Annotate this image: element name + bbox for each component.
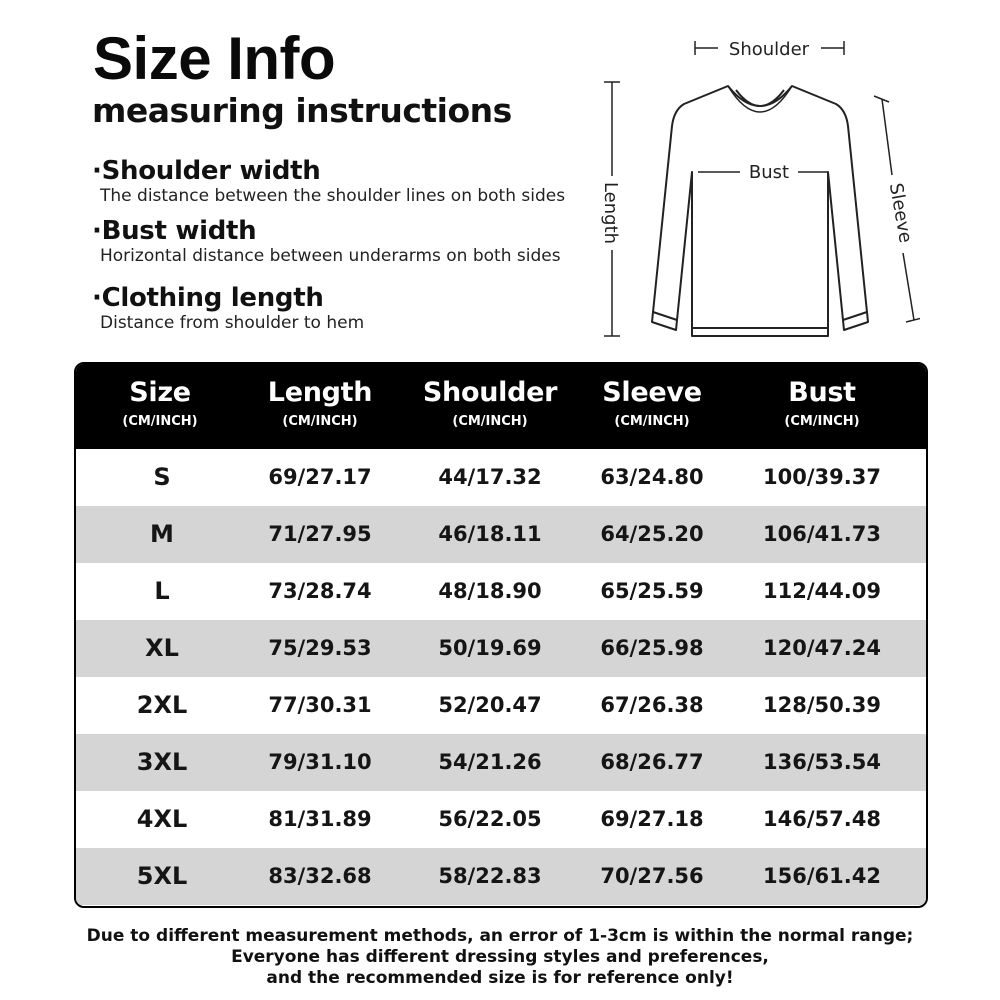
length-cell: 75/29.53 xyxy=(268,636,372,660)
table-row xyxy=(76,734,926,791)
header-shoulder xyxy=(423,364,557,449)
page-title: Size Info xyxy=(93,25,336,92)
page-subtitle: measuring instructions xyxy=(92,91,512,130)
bust-cell: 136/53.54 xyxy=(763,750,881,774)
sleeve-cell: 65/25.59 xyxy=(600,579,704,603)
instruction-shoulder xyxy=(92,156,565,206)
disclaimer-line: Due to different measurement methods, an error of 1-3cm is within the normal range; xyxy=(86,926,914,946)
bust-cell: 128/50.39 xyxy=(763,693,881,717)
header-length xyxy=(268,364,372,449)
size-cell: 2XL xyxy=(136,691,188,719)
bust-cell: 112/44.09 xyxy=(763,579,881,603)
table-row xyxy=(76,791,926,848)
shirt-outline xyxy=(652,86,868,336)
header-sleeve xyxy=(602,364,701,449)
header-unit: (CM/INCH) xyxy=(452,414,528,429)
header-unit: (CM/INCH) xyxy=(614,414,690,429)
header-size xyxy=(122,364,197,449)
length-cell: 73/28.74 xyxy=(268,579,372,603)
sleeve-cell: 63/24.80 xyxy=(600,465,704,489)
table-row xyxy=(76,848,926,905)
instruction-bust xyxy=(92,216,561,266)
length-label: Length xyxy=(600,181,621,245)
length-cell: 81/31.89 xyxy=(268,807,372,831)
header-bust xyxy=(784,364,859,449)
table-row xyxy=(76,677,926,734)
shoulder-label: Shoulder xyxy=(728,39,810,60)
shoulder-cell: 54/21.26 xyxy=(438,750,542,774)
shoulder-cell: 58/22.83 xyxy=(438,864,542,888)
shoulder-cell: 52/20.47 xyxy=(438,693,542,717)
bust-cell: 100/39.37 xyxy=(763,465,881,489)
sleeve-cell: 68/26.77 xyxy=(600,750,704,774)
bust-cell: 156/61.42 xyxy=(763,864,881,888)
header-label: Sleeve xyxy=(602,377,702,408)
instruction-description: Distance from shoulder to hem xyxy=(100,313,365,333)
shoulder-cell: 44/17.32 xyxy=(438,465,542,489)
bust-cell: 146/57.48 xyxy=(763,807,881,831)
length-cell: 79/31.10 xyxy=(268,750,372,774)
size-cell: 5XL xyxy=(136,862,188,890)
bust-cell: 120/47.24 xyxy=(763,636,881,660)
header-label: Shoulder xyxy=(422,377,558,408)
shoulder-cell: 50/19.69 xyxy=(438,636,542,660)
disclaimer-line: and the recommended size is for reference only! xyxy=(266,968,734,988)
instruction-description: Horizontal distance between underarms on both sides xyxy=(100,246,561,266)
shoulder-cell: 46/18.11 xyxy=(438,522,542,546)
instruction-description: The distance between the shoulder lines on both sides xyxy=(100,186,566,206)
shirt-diagram-icon xyxy=(590,30,920,350)
instruction-length xyxy=(92,283,364,333)
table-row xyxy=(76,449,926,506)
size-cell: L xyxy=(154,577,170,605)
disclaimer-line: Everyone has different dressing styles and preferences, xyxy=(231,947,769,967)
size-cell: XL xyxy=(145,634,179,662)
header-label: Length xyxy=(267,377,373,408)
length-cell: 77/30.31 xyxy=(268,693,372,717)
shirt-collar xyxy=(736,90,784,106)
header-label: Bust xyxy=(788,377,856,408)
instruction-heading: ·Clothing length xyxy=(92,283,324,313)
header-unit: (CM/INCH) xyxy=(282,414,358,429)
sleeve-label: Sleeve xyxy=(884,181,916,245)
sleeve-cell: 70/27.56 xyxy=(600,864,704,888)
bust-cell: 106/41.73 xyxy=(763,522,881,546)
sleeve-cell: 69/27.18 xyxy=(600,807,704,831)
size-cell: 3XL xyxy=(136,748,188,776)
sleeve-cell: 66/25.98 xyxy=(600,636,704,660)
table-row xyxy=(76,506,926,563)
length-cell: 83/32.68 xyxy=(268,864,372,888)
disclaimer xyxy=(0,926,1000,989)
length-cell: 69/27.17 xyxy=(268,465,372,489)
size-cell: 4XL xyxy=(136,805,188,833)
table-row xyxy=(76,563,926,620)
table-header xyxy=(76,364,926,449)
header-unit: (CM/INCH) xyxy=(784,414,860,429)
sleeve-cell: 64/25.20 xyxy=(600,522,704,546)
header-unit: (CM/INCH) xyxy=(122,414,198,429)
size-cell: M xyxy=(150,520,174,548)
length-cell: 71/27.95 xyxy=(268,522,372,546)
header-label: Size xyxy=(129,377,191,408)
size-table xyxy=(74,362,928,908)
shoulder-cell: 56/22.05 xyxy=(438,807,542,831)
bust-label: Bust xyxy=(748,162,790,183)
size-cell: S xyxy=(153,463,171,491)
table-row xyxy=(76,620,926,677)
instruction-heading: ·Shoulder width xyxy=(92,156,321,186)
shoulder-cell: 48/18.90 xyxy=(438,579,542,603)
instruction-heading: ·Bust width xyxy=(92,216,257,246)
sleeve-cell: 67/26.38 xyxy=(600,693,704,717)
